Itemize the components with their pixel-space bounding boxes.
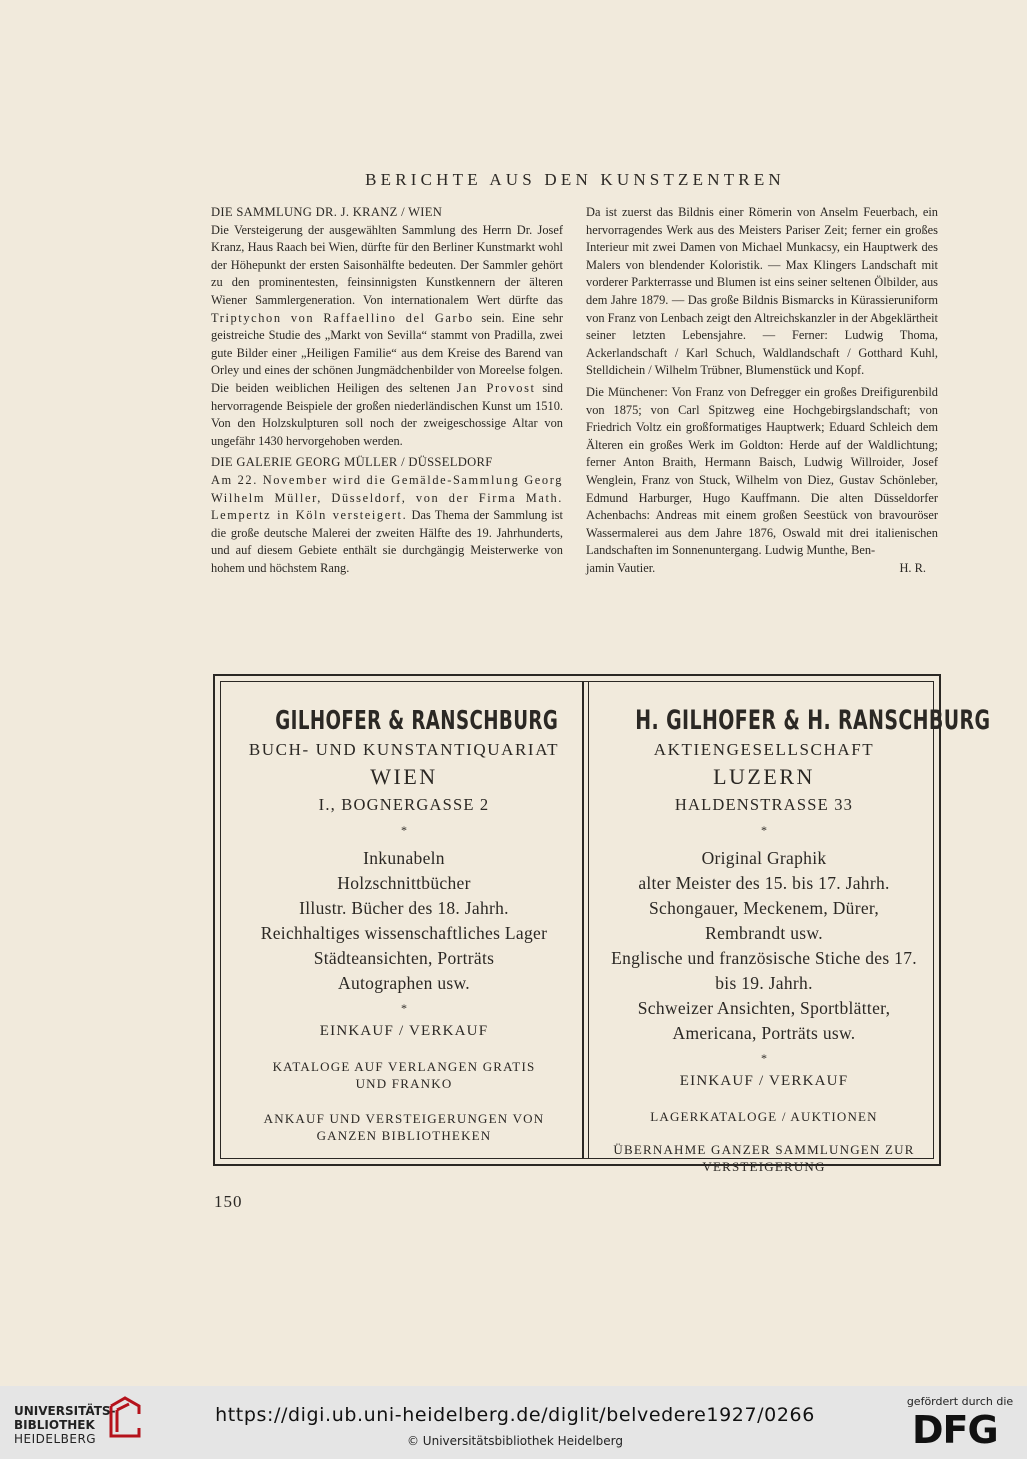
article-kranz: Die Versteigerung der ausgewählten Sammlung des Herrn Dr. Josef Kranz, Haus Raach bei Wien, dürfte für den Berliner Kunstmarkt wohl der Höhepunkt der ersten Saisonhälfte bedeuten. Der Sammler gehört zu den prominentesten, feinsinnigsten Kunstkennern der älteren Wiener Sammlergeneration. Von internationalem Wert dürfte das Triptychon von Raffaellino del Garbo sein. Eine sehr geistreiche Studie des „Markt von Sevilla“ stammt von Pradilla, zwei gute Bilder einer „Heiligen Familie“ aus dem Kreise des Barend van Orley und eines der schönen Jungmädchenbilder von Moreelse folgen. Die beiden weiblichen Heiligen des seltenen Jan Provost sind hervorragende Beispiele der großen niederländischen Kunst um 1510. Von den Holzskulpturen soll noch der zweigeschossige Altar von ungefähr 1430 hervorgehoben werden. [211,222,564,448]
article-mueller: Am 22. November wird die Gemälde-Sammlung Georg Wilhelm Müller, Düsseldorf, von der Firma Math. Lempertz in Köln versteigert. Das Thema der Sammlung ist die große deutsche Malerei der zweiten Hälfte des 19. Jahrhunderts, und auf diesem Gebiete enthält sie durchgängig Meisterwerke von hohem und höchstem Rang. [211,472,563,575]
article-ending: jamin Vautier. H. R. [586,560,938,578]
article-paragraph-1: Da ist zuerst das Bildnis einer Römerin von Anselm Feuerbach, ein hervorragendes Werk aus des Meisters Pariser Zeit; ferner ein großes Interieur mit zwei Damen von Michael Munkacsy, ein Hauptwerk des Malers von blendender Koloristik. — Max Klingers Landschaft mit vorderer Parkterrasse und Blumen ist eins seiner seltenen Ölbilder, aus dem Jahre 1879. — Das große Bildnis Bismarcks in Kürassieruniform von Franz von Lenbach zeigt den Altreichskanzler in der Abgeklärtheit seiner letzten Lebensjahre. — Ferner: Ludwig Thoma, Ackerlandschaft / Karl Schuch, Waldlandschaft / Gotthard Kuhl, Stelldichein / Wilhelm Trübner, Blumenstück und Kopf. [586,205,938,378]
ad-trade: EINKAUF / VERKAUF [679,1073,849,1089]
advertisement-frame [213,674,991,1174]
ad-items: Original Graphik alter Meister des 15. bis 17. Jahrh. Schongauer, Meckenem, Dürer, Rembrandt usw. Englische und französische Stiche des 17. bis 19. Jahrh. Schweizer Ansichten, Sportblätter, Americana, Porträts usw. [611,848,917,1043]
ad-note: LAGERKATALOGE / AUKTIONEN [650,1109,878,1124]
left-column [211,204,563,577]
ad-note: KATALOGE AUF VERLANGEN GRATIS UND FRANKO [272,1059,536,1091]
funding-note: gefördert durch die [906,1395,1014,1408]
library-logo-icon [105,1396,145,1442]
library-logo-text[interactable]: UNIVERSITÄTS- BIBLIOTHEK HEIDELBERG [14,1404,116,1446]
page-number: 150 [214,1192,243,1211]
right-column [586,204,938,577]
ad-items: Inkunabeln Holzschnittbücher Illustr. Bücher des 18. Jahrh. Reichhaltiges wissenschaftliches Lager Städteansichten, Porträts Autographen usw. [260,848,548,993]
ad-note: ÜBERNAHME GANZER SAMMLUNGEN ZUR VERSTEIGERUNG [613,1142,915,1174]
author-signature: H. R. [899,560,926,575]
copyright-notice: © Universitätsbibliothek Heidelberg [406,1434,623,1448]
ad-gilhofer-luzern [599,704,991,1175]
ad-subtitle: AKTIENGESELLSCHAFT [653,740,875,759]
section-title-kranz: DIE SAMMLUNG DR. J. KRANZ / WIEN [211,205,443,219]
ad-trade: EINKAUF / VERKAUF [319,1023,489,1039]
ad-firm-name: H. GILHOFER & H. RANSCHBURG [635,705,991,736]
ad-firm-name: GILHOFER & RANSCHBURG [275,706,559,736]
ad-address: I., BOGNERGASSE 2 [318,795,490,814]
asterism: * [761,1051,767,1065]
ad-subtitle: BUCH- UND KUNSTANTIQUARIAT [248,740,560,759]
dfg-logo[interactable]: DFG [912,1408,998,1452]
section-title-mueller: DIE GALERIE GEORG MÜLLER / DÜSSELDORF [211,455,493,470]
ad-address: HALDENSTRASSE 33 [674,795,854,814]
asterism: * [761,823,767,837]
ad-city: LUZERN [713,764,815,789]
asterism: * [401,823,407,837]
permalink-url[interactable]: https://digi.ub.uni-heidelberg.de/diglit/belvedere1927/0266 [215,1404,815,1426]
ad-gilhofer-wien [239,704,569,1144]
article-paragraph-2: Die Münchener: Von Franz von Defregger ein großes Dreifigurenbild von 1875; von Carl Spitzweg eine Hochgebirgslandschaft; von Friedrich Voltz ein großformatiges Hauptwerk; Eduard Schleich dem Älteren ein großes Werk im Goldton: Herde auf der Waldlichtung; ferner Anton Braith, Hermann Baisch, Ludwig Willroider, Josef Wenglein, Franz von Stuck, Wilhelm von Diez, Gustav Schönleber, Edmund Harburger, Hugo Kauffmann. Die alten Düsseldorfer Achenbachs: Andreas mit einem großen Seestück von bravouröser Wassermalerei aus dem Jahre 1876, Oswald mit drei italienischen Landschaften im Sonnenuntergang. Ludwig Munthe, Ben- [586,384,938,558]
asterism: * [401,1001,407,1015]
ad-note: ANKAUF UND VERSTEIGERUNGEN VON GANZEN BIBLIOTHEKEN [263,1111,545,1143]
ad-city: WIEN [370,764,438,789]
footer-bar [0,1386,1027,1459]
page-header: BERICHTE AUS DEN KUNSTZENTREN [365,170,785,189]
